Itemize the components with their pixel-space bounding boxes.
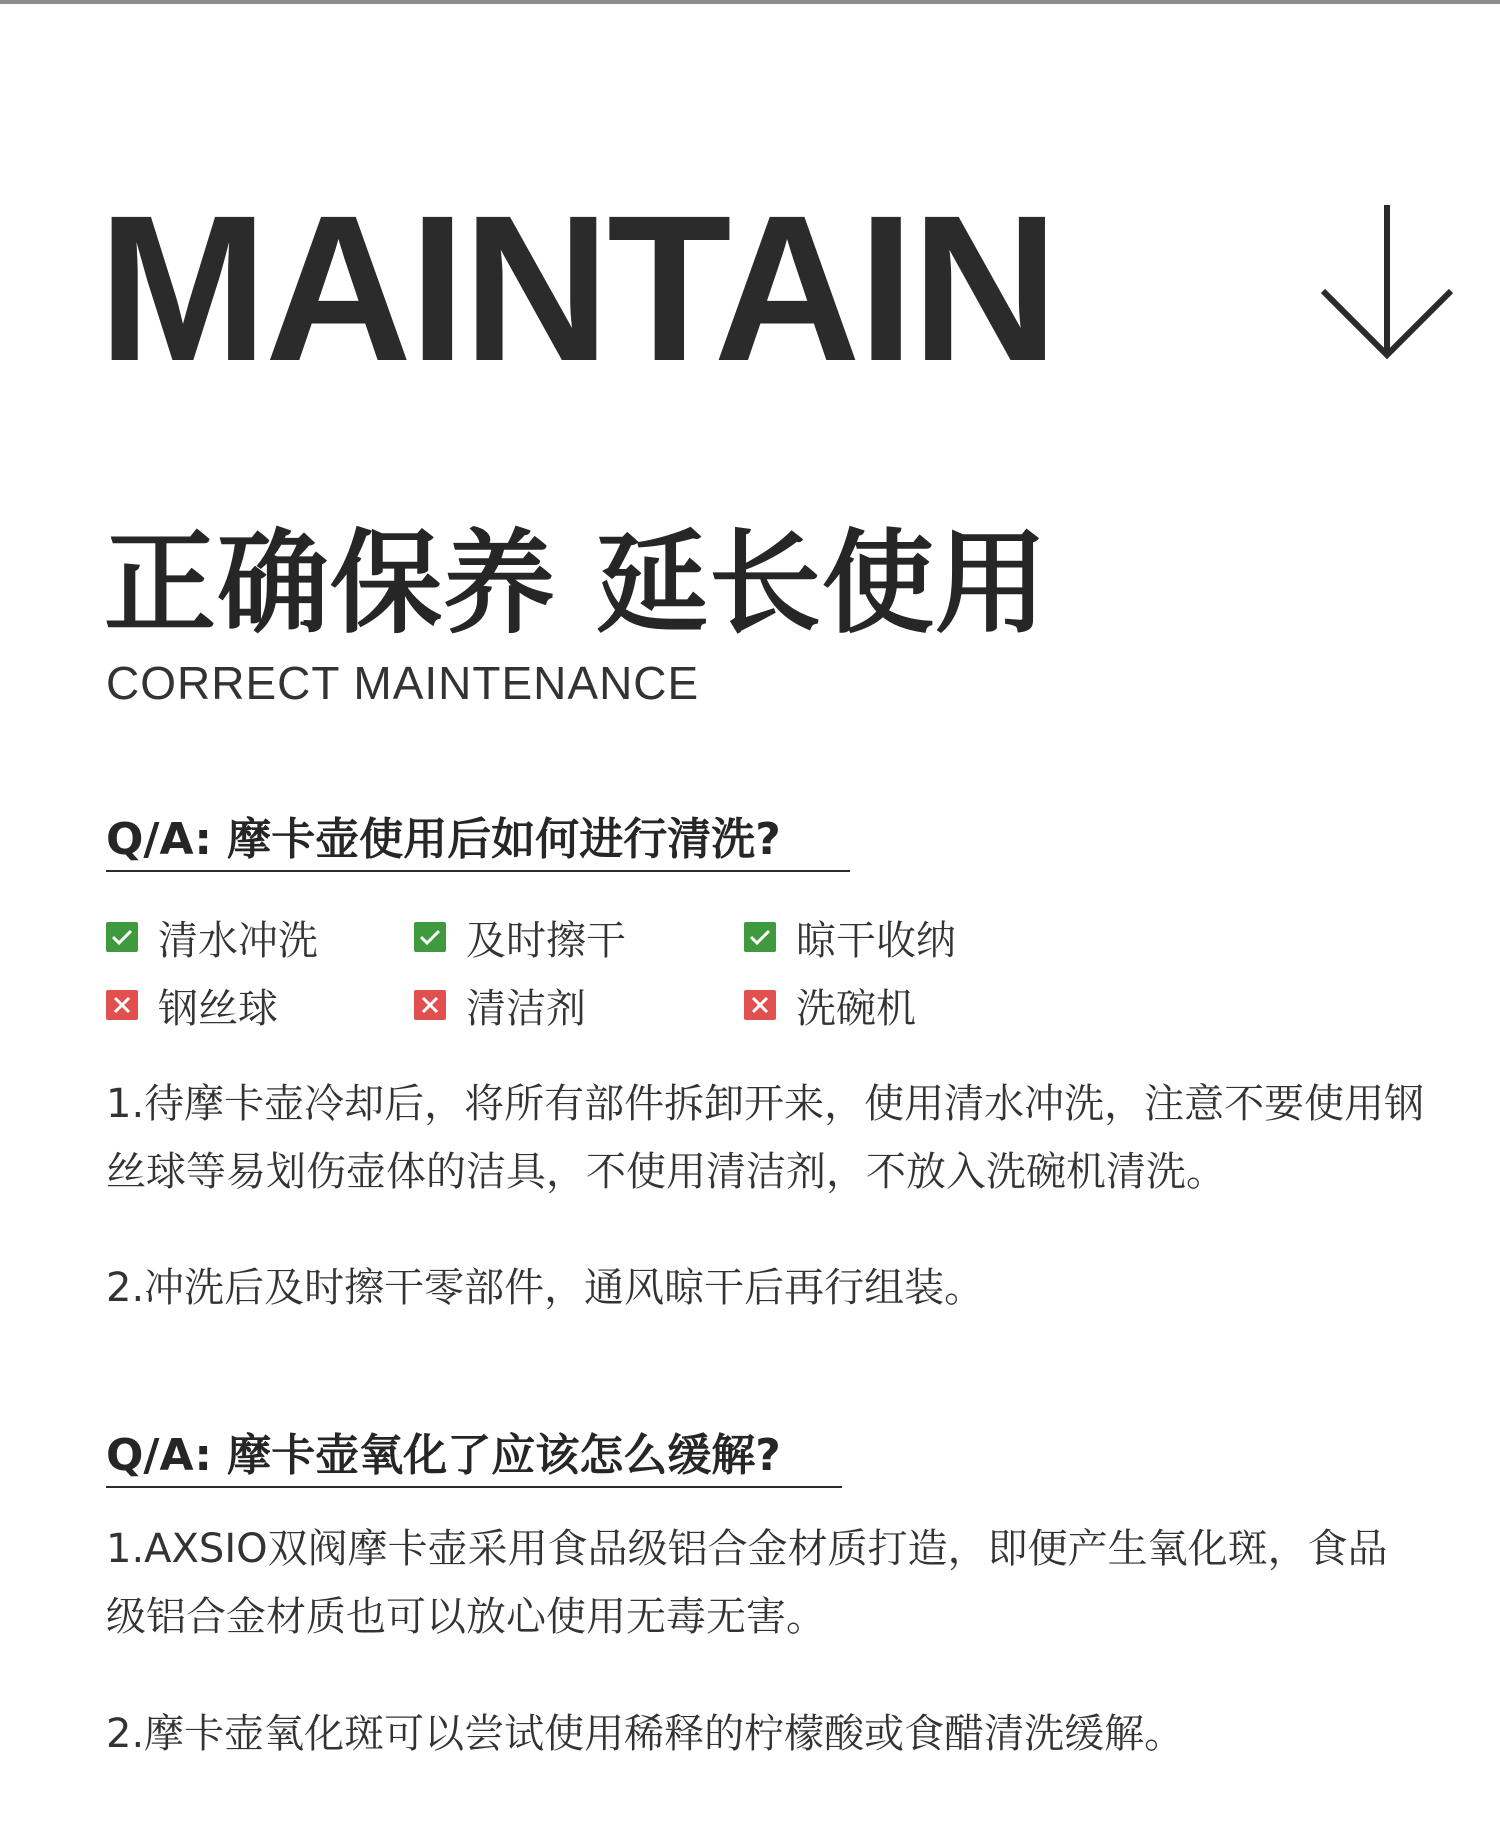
tip-label: 清洁剂 <box>466 985 586 1032</box>
section-title: 正确保养 延长使用 <box>104 519 1048 649</box>
check-icon <box>106 922 138 952</box>
tip-do <box>744 912 956 962</box>
check-icon <box>744 922 776 952</box>
tip-dont <box>106 980 278 1030</box>
tip-label: 钢丝球 <box>158 985 278 1032</box>
answer-paragraph: 2.摩卡壶氧化斑可以尝试使用稀释的柠檬酸或食醋清洗缓解。 <box>106 1711 1185 1757</box>
cross-icon <box>106 990 138 1020</box>
answer-paragraph: 2.冲洗后及时擦干零部件，通风晾干后再行组装。 <box>106 1265 985 1311</box>
qa-underline <box>106 1486 842 1488</box>
tips-grid <box>106 912 1006 1062</box>
tip-label: 晾干收纳 <box>796 917 956 964</box>
tip-label: 洗碗机 <box>796 985 916 1032</box>
tip-do <box>414 912 626 962</box>
tip-do <box>106 912 318 962</box>
answer-paragraph: 1.AXSIO双阀摩卡壶采用食品级铝合金材质打造，即便产生氧化斑，食品级铝合金材质也可以放心使用无毒无害。 <box>106 1526 1388 1640</box>
cross-icon <box>744 990 776 1020</box>
hero-title: MAINTAIN <box>98 173 1056 405</box>
tip-label: 及时擦干 <box>466 917 626 964</box>
cross-icon <box>414 990 446 1020</box>
check-icon <box>414 922 446 952</box>
qa-underline <box>106 870 850 872</box>
answer-paragraph: 1.待摩卡壶冷却后，将所有部件拆卸开来，使用清水冲洗，注意不要使用钢丝球等易划伤壶体的洁具，不使用清洁剂，不放入洗碗机清洗。 <box>106 1081 1425 1195</box>
qa-question-oxidation: Q/A: 摩卡壶氧化了应该怎么缓解? <box>106 1430 781 1481</box>
top-divider <box>0 0 1500 4</box>
section-subtitle: CORRECT MAINTENANCE <box>106 657 700 709</box>
tip-dont <box>744 980 916 1030</box>
arrow-down-icon <box>1318 205 1456 363</box>
qa-question-cleaning: Q/A: 摩卡壶使用后如何进行清洗? <box>106 814 781 865</box>
tip-dont <box>414 980 586 1030</box>
tip-label: 清水冲洗 <box>158 917 318 964</box>
